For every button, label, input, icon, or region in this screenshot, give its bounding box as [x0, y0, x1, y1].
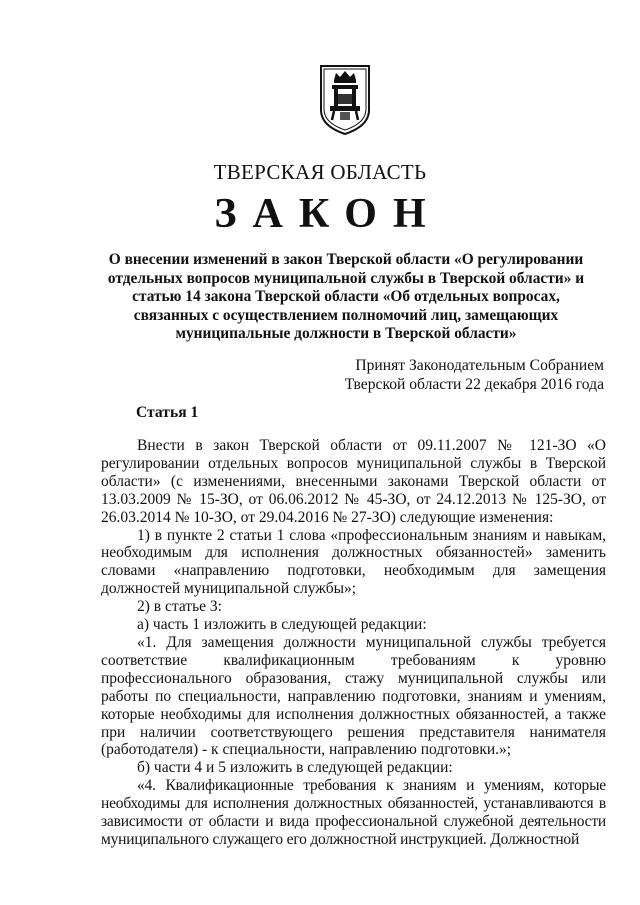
- paragraph: Внести в закон Тверской области от 09.11.2007 № 121-ЗО «О регулировании отдельных вопросов муниципальной службы в Тверской области» (с изменениями, внесенными законами Тверской области от 13.03.2009 № 15-ЗО, от 06.06.2012 № 45-ЗО, от 24.12.2013 № 125-ЗО, от 26.03.2014 № 10-ЗО, от 29.04.2016 № 27-ЗО) следующие изменения:: [101, 437, 606, 526]
- paragraph: 1) в пункте 2 статьи 1 слова «профессиональным знаниям и навыкам, необходимым для исполнения должностных обязанностей» заменить словами «направлению подготовки, необходимым для замещения должностей муниципальной службы»;: [101, 526, 606, 598]
- paragraph: 2) в статье 3:: [137, 598, 222, 616]
- paragraph: а) часть 1 изложить в следующей редакции:: [137, 616, 427, 634]
- document-type-heading: ЗАКОН: [214, 191, 442, 237]
- coat-of-arms-icon: [318, 64, 372, 136]
- paragraph: «1. Для замещения должности муниципальной службы требуется соответствие квалификационным требованиям к уровню профессионального образования, стажу муниципальной службы или работы по специальности, направлению подготовки, знаниям и умениям, которые необходимы для исполнения должностных обязанностей, а также при наличии соответствующего решения представителя нанимателя (работодателя) - к специальности, направлению подготовки.»;: [101, 633, 606, 759]
- adoption-line-2: Тверской области 22 декабря 2016 года: [344, 376, 604, 393]
- paragraph: б) части 4 и 5 изложить в следующей редакции:: [137, 759, 453, 777]
- article-body: [101, 437, 606, 849]
- region-heading: ТВЕРСКАЯ ОБЛАСТЬ: [213, 160, 427, 184]
- article-heading: Статья 1: [136, 404, 199, 421]
- paragraph: «4. Квалификационные требования к знаниям и умениям, которые необходимы для исполнения должностных обязанностей, устанавливаются в зависимости от области и вида профессиональной служебной деятельности муниципального служащего его должностной инструкцией. Должностной: [101, 777, 606, 848]
- adoption-line-1: Принят Законодательным Собранием: [355, 357, 604, 374]
- law-title: О внесении изменений в закон Тверской области «О регулировании отдельных вопросов муниципальной службы в Тверской области» и статью 14 закона Тверской области «Об отдельных вопросах, связанных с осуществлением полномочий лиц, замещающих муниципальные должности в Тверской области»: [107, 251, 585, 343]
- adoption-note: [345, 356, 604, 394]
